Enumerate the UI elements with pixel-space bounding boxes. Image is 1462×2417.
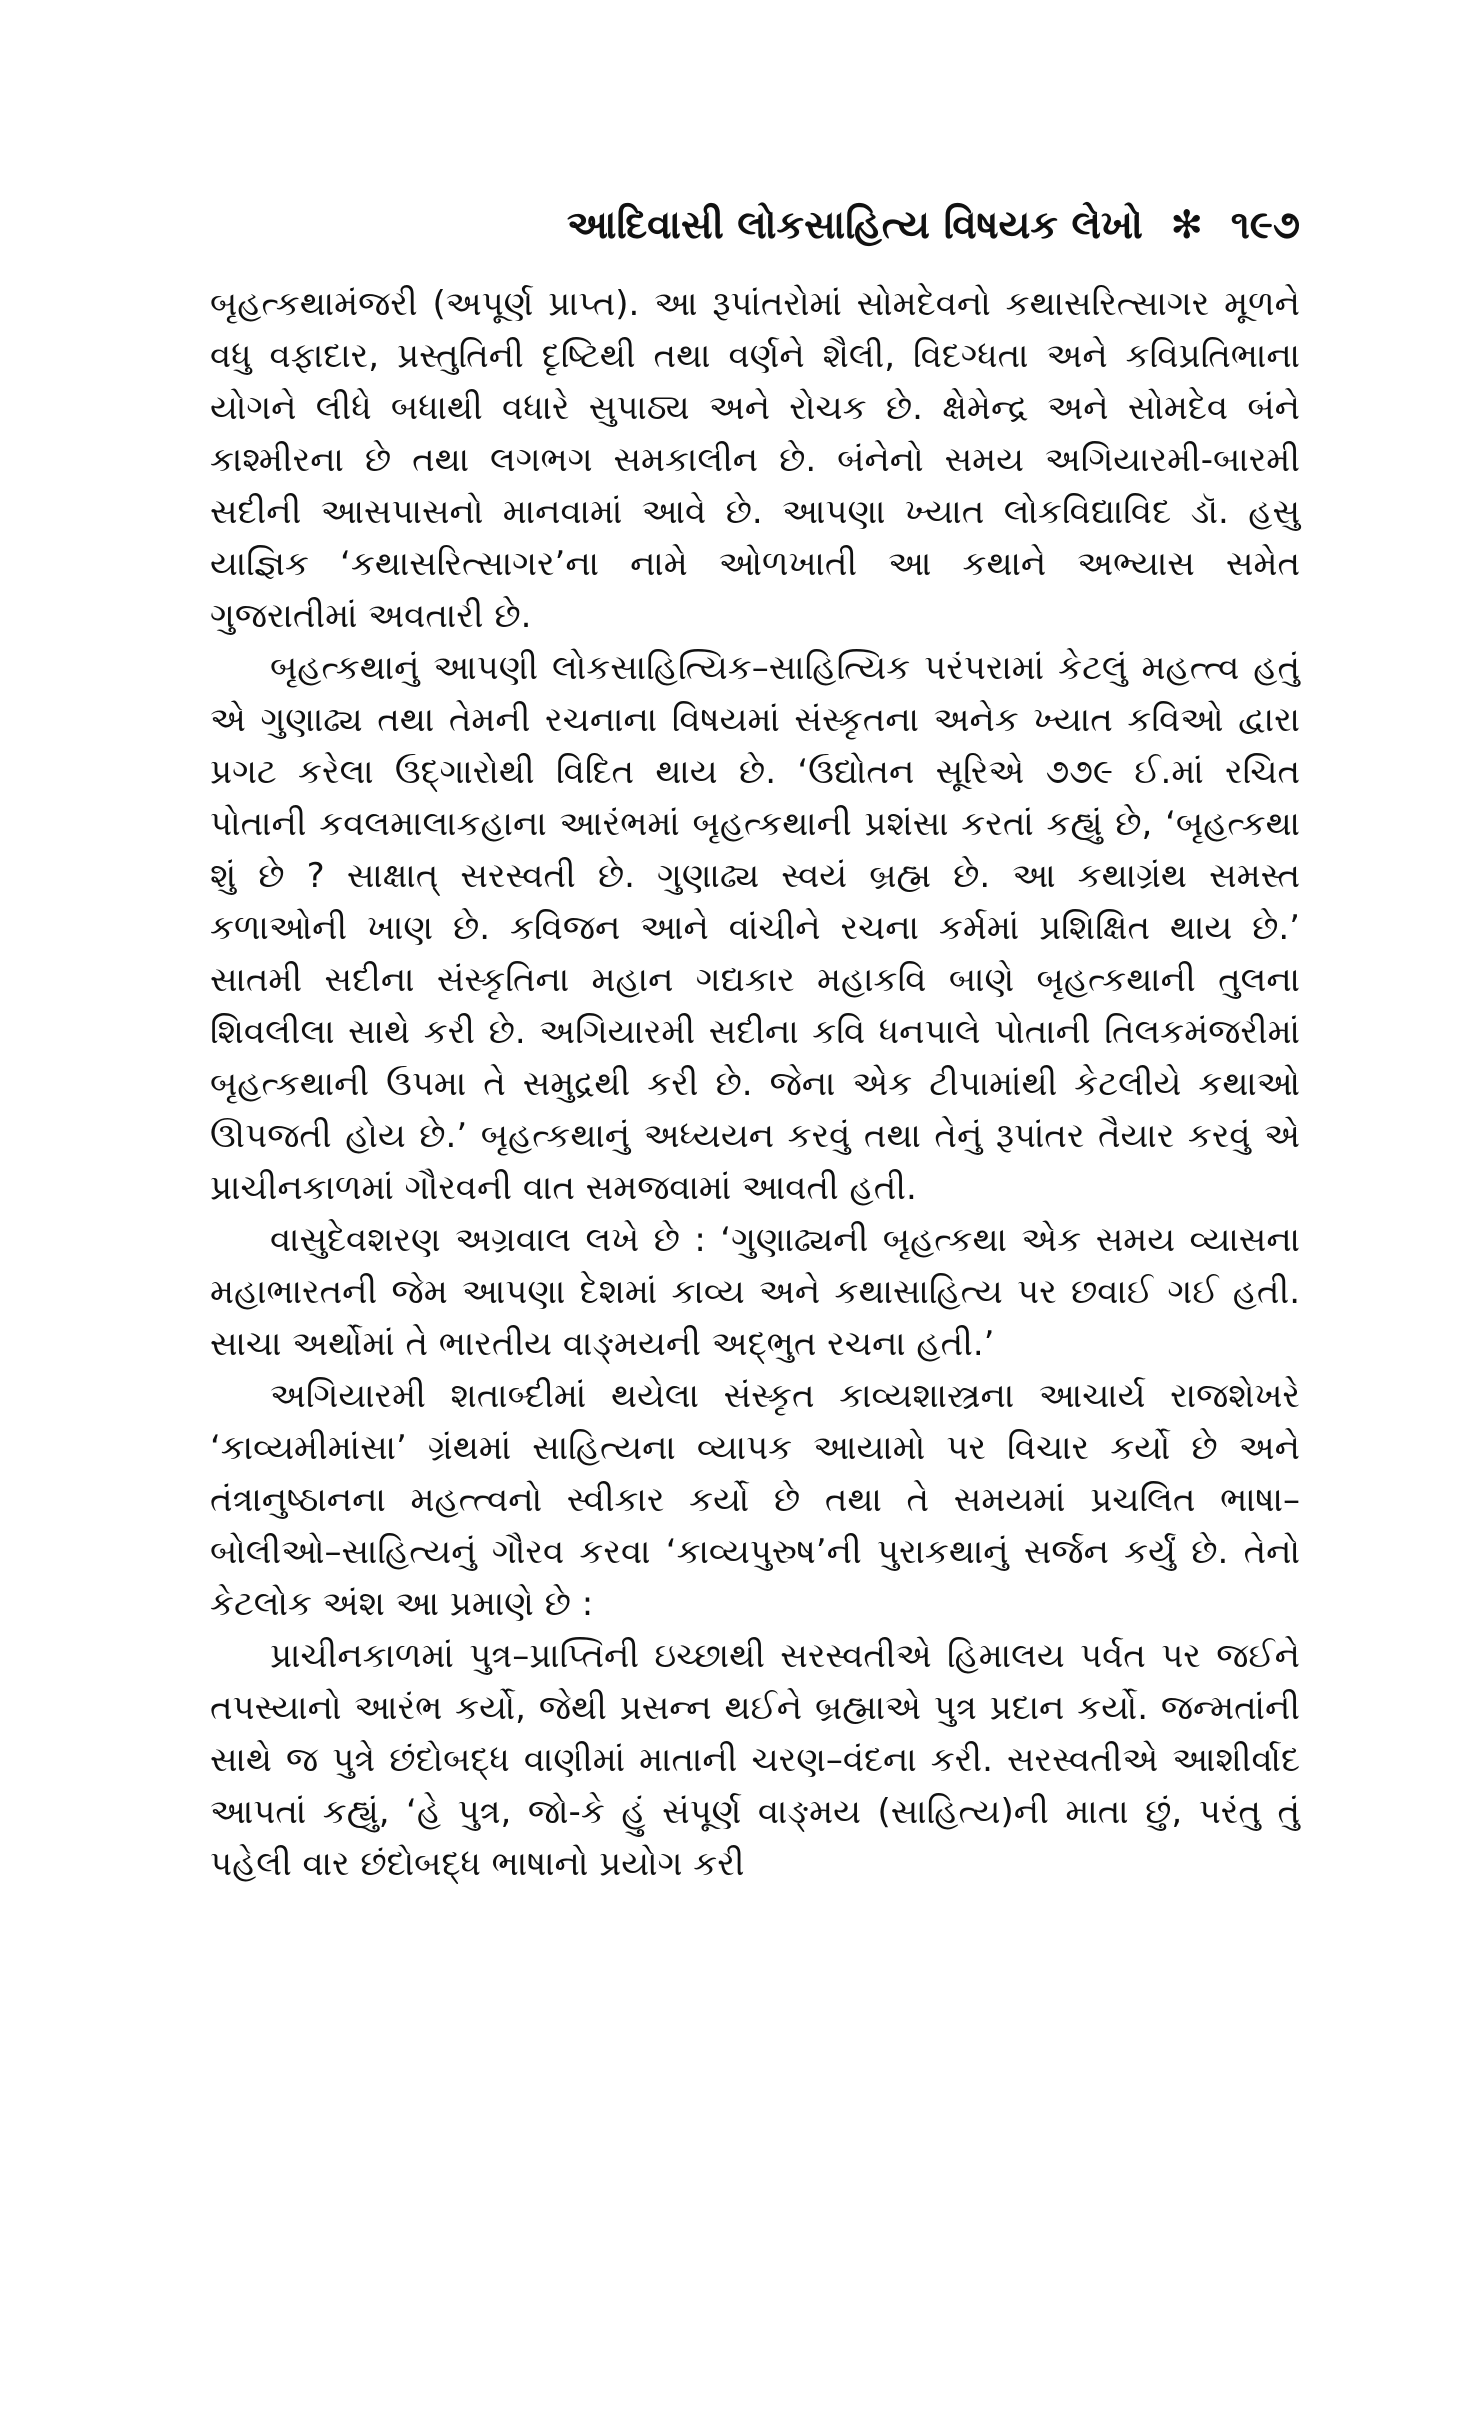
paragraph: પ્રાચીનકાળમાં પુત્ર–પ્રાપ્તિની ઇચ્છાથી સરસ્વતીએ હિમાલય પર્વત પર જઈને તપસ્યાનો આરંભ કર્યો, જેથી પ્રસન્ન થઈને બ્રહ્માએ પુત્ર પ્રદાન કર્યો. જન્મતાંની સાથે જ પુત્રે છંદોબદ્ધ વાણીમાં માતાની ચરણ–વંદના કરી. સરસ્વતીએ આશીર્વાદ આપતાં કહ્યું, ‘હે પુત્ર, જો-કે હું સંપૂર્ણ વાઙ્મય (સાહિત્ય)ની માતા છું, પરંતુ તું પહેલી વાર છંદોબદ્ધ ભાષાનો પ્રયોગ કરી [210,1636,1300,1884]
page-number: ૧૯૭ [1230,203,1300,248]
paragraph: અગિયારમી શતાબ્દીમાં થયેલા સંસ્કૃત કાવ્યશાસ્ત્રના આચાર્ય રાજશેખરે ‘કાવ્યમીમાંસા’ ગ્રંથમાં સાહિત્યના વ્યાપક આયામો પર વિચાર કર્યો છે અને તંત્રાનુષ્ઠાનના મહત્ત્વનો સ્વીકાર કર્યો છે તથા તે સમયમાં પ્રચલિત ભાષા–બોલીઓ–સાહિત્યનું ગૌરવ કરવા ‘કાવ્યપુરુષ’ની પુરાકથાનું સર્જન કર્યું છે. તેનો કેટલોક અંશ આ પ્રમાણે છે : [210,1376,1300,1624]
header-title: આદિવાસી લોકસાહિત્ય વિષયક લેખો [566,203,1143,248]
page-body [210,278,1300,1890]
paragraph: બૃહત્કથામંજરી (અપૂર્ણ પ્રાપ્ત). આ રૂપાંતરોમાં સોમદેવનો કથાસરિત્સાગર મૂળને વધુ વફાદાર, પ્રસ્તુતિની દૃષ્ટિથી તથા વર્ણને શૈલી, વિદગ્ધતા અને કવિપ્રતિભાના યોગને લીધે બધાથી વધારે સુપાઠ્ય અને રોચક છે. ક્ષેમેન્દ્ર અને સોમદેવ બંને કાશ્મીરના છે તથા લગભગ સમકાલીન છે. બંનેનો સમય અગિયારમી-બારમી સદીની આસપાસનો માનવામાં આવે છે. આપણા ખ્યાત લોકવિદ્યાવિદ ડૉ. હસુ યાજ્ઞિક ‘કથાસરિત્સાગર’ના નામે ઓળખાતી આ કથાને અભ્યાસ સમેત ગુજરાતીમાં અવતારી છે. [210,284,1300,636]
asterisk-icon: ✻ [1170,203,1204,248]
running-header [210,200,1300,252]
paragraph: બૃહત્કથાનું આપણી લોકસાહિત્યિક–સાહિત્યિક પરંપરામાં કેટલું મહત્ત્વ હતું એ ગુણાઢ્ય તથા તેમની રચનાના વિષયમાં સંસ્કૃતના અનેક ખ્યાત કવિઓ દ્વારા પ્રગટ કરેલા ઉદ્‌ગારોથી વિદિત થાય છે. ‘ઉદ્યોતન સૂરિએ ૭૭૯ ઈ.માં રચિત પોતાની કવલમાલાકહાના આરંભમાં બૃહત્કથાની પ્રશંસા કરતાં કહ્યું છે, ‘બૃહત્કથા શું છે ? સાક્ષાત્ સરસ્વતી છે. ગુણાઢ્ય સ્વયં બ્રહ્મ છે. આ કથાગ્રંથ સમસ્ત કળાઓની ખાણ છે. કવિજન આને વાંચીને રચના કર્મમાં પ્રશિક્ષિત થાય છે.’ સાતમી સદીના સંસ્કૃતિના મહાન ગદ્યકાર મહાકવિ બાણે બૃહત્કથાની તુલના શિવલીલા સાથે કરી છે. અગિયારમી સદીના કવિ ધનપાલે પોતાની તિલકમંજરીમાં બૃહત્કથાની ઉપમા તે સમુદ્રથી કરી છે. જેના એક ટીપામાંથી કેટલીયે કથાઓ ઊપજતી હોય છે.’ બૃહત્કથાનું અધ્યયન કરવું તથા તેનું રૂપાંતર તૈયાર કરવું એ પ્રાચીનકાળમાં ગૌરવની વાત સમજવામાં આવતી હતી. [210,648,1300,1208]
paragraph: વાસુદેવશરણ અગ્રવાલ લખે છે : ‘ગુણાઢ્યની બૃહત્કથા એક સમય વ્યાસના મહાભારતની જેમ આપણા દેશમાં કાવ્ય અને કથાસાહિત્ય પર છવાઈ ગઈ હતી. સાચા અર્થોમાં તે ભારતીય વાઙ્મયની અદ્‌ભુત રચના હતી.’ [210,1220,1300,1364]
